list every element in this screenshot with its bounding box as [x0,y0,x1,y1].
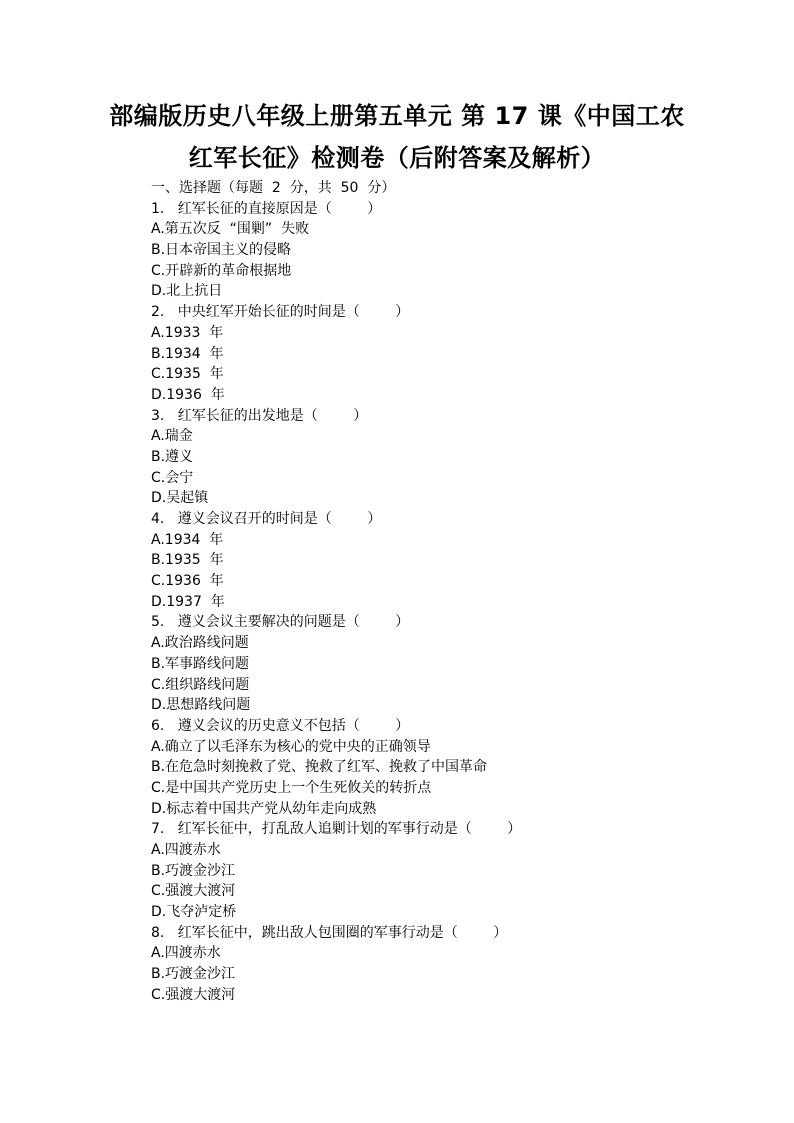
section-heading: 一、选择题（每题 2 分，共 50 分） [151,180,396,196]
option-line: C.1935 年 [151,366,224,383]
question-line: 8. 红军长征中，跳出敌人包围圈的军事行动是（ ） [151,924,508,941]
option-line: D.1936 年 [151,386,225,403]
option-line: D.标志着中国共产党从幼年走向成熟 [151,800,377,817]
question-line: 7. 红军长征中，打乱敌人追剿计划的军事行动是（ ） [151,821,522,838]
option-line: C.是中国共产党历史上一个生死攸关的转折点 [151,779,432,796]
option-line: B.日本帝国主义的侵略 [151,242,292,259]
option-line: B.巧渡金沙江 [151,862,236,879]
option-line: A.第五次反 “围剿” 失败 [151,221,310,238]
question-line: 5. 遵义会议主要解决的问题是（ ） [151,614,410,631]
option-line: D.思想路线问题 [151,697,251,714]
document-title-line-2: 红军长征》检测卷（后附答案及解析） [188,144,606,172]
question-line: 6. 遵义会议的历史意义不包括（ ） [151,717,410,734]
option-line: A.1934 年 [151,531,224,548]
option-line: A.瑞金 [151,428,193,445]
option-line: B.遵义 [151,448,194,465]
option-line: A.四渡赤水 [151,842,221,858]
option-line: B.巧渡金沙江 [151,966,236,983]
question-line: 4. 遵义会议召开的时间是（ ） [151,511,382,527]
option-line: D.飞夺泸定桥 [151,904,237,921]
option-line: D.北上抗日 [151,283,223,300]
option-line: A.政治路线问题 [151,635,249,652]
question-line: 3. 红军长征的出发地是（ ） [151,407,368,424]
question-line: 1. 红军长征的直接原因是（ ） [151,200,382,217]
option-line: A.确立了以毛泽东为核心的党中央的正确领导 [151,738,431,755]
option-line: C.强渡大渡河 [151,986,236,1003]
option-line: C.1936 年 [151,573,224,590]
option-line: A.1933 年 [151,324,224,341]
option-line: B.1935 年 [151,552,224,569]
option-line: C.会宁 [151,469,194,486]
option-line: D.吴起镇 [151,490,209,507]
option-line: B.军事路线问题 [151,655,250,672]
question-list [151,178,751,1006]
option-line: B.1934 年 [151,345,224,362]
option-line: D.1937 年 [151,593,225,610]
option-line: C.组织路线问题 [151,676,250,693]
question-line: 2. 中央红军开始长征的时间是（ ） [151,304,410,321]
option-line: A.四渡赤水 [151,945,221,962]
option-line: B.在危急时刻挽救了党、挽救了红军、挽救了中国革命 [151,759,488,776]
document-title-line-1: 部编版历史八年级上册第五单元 第 17 课《中国工农 [109,102,685,130]
option-line: C.开辟新的革命根据地 [151,262,292,279]
option-line: C.强渡大渡河 [151,883,236,900]
